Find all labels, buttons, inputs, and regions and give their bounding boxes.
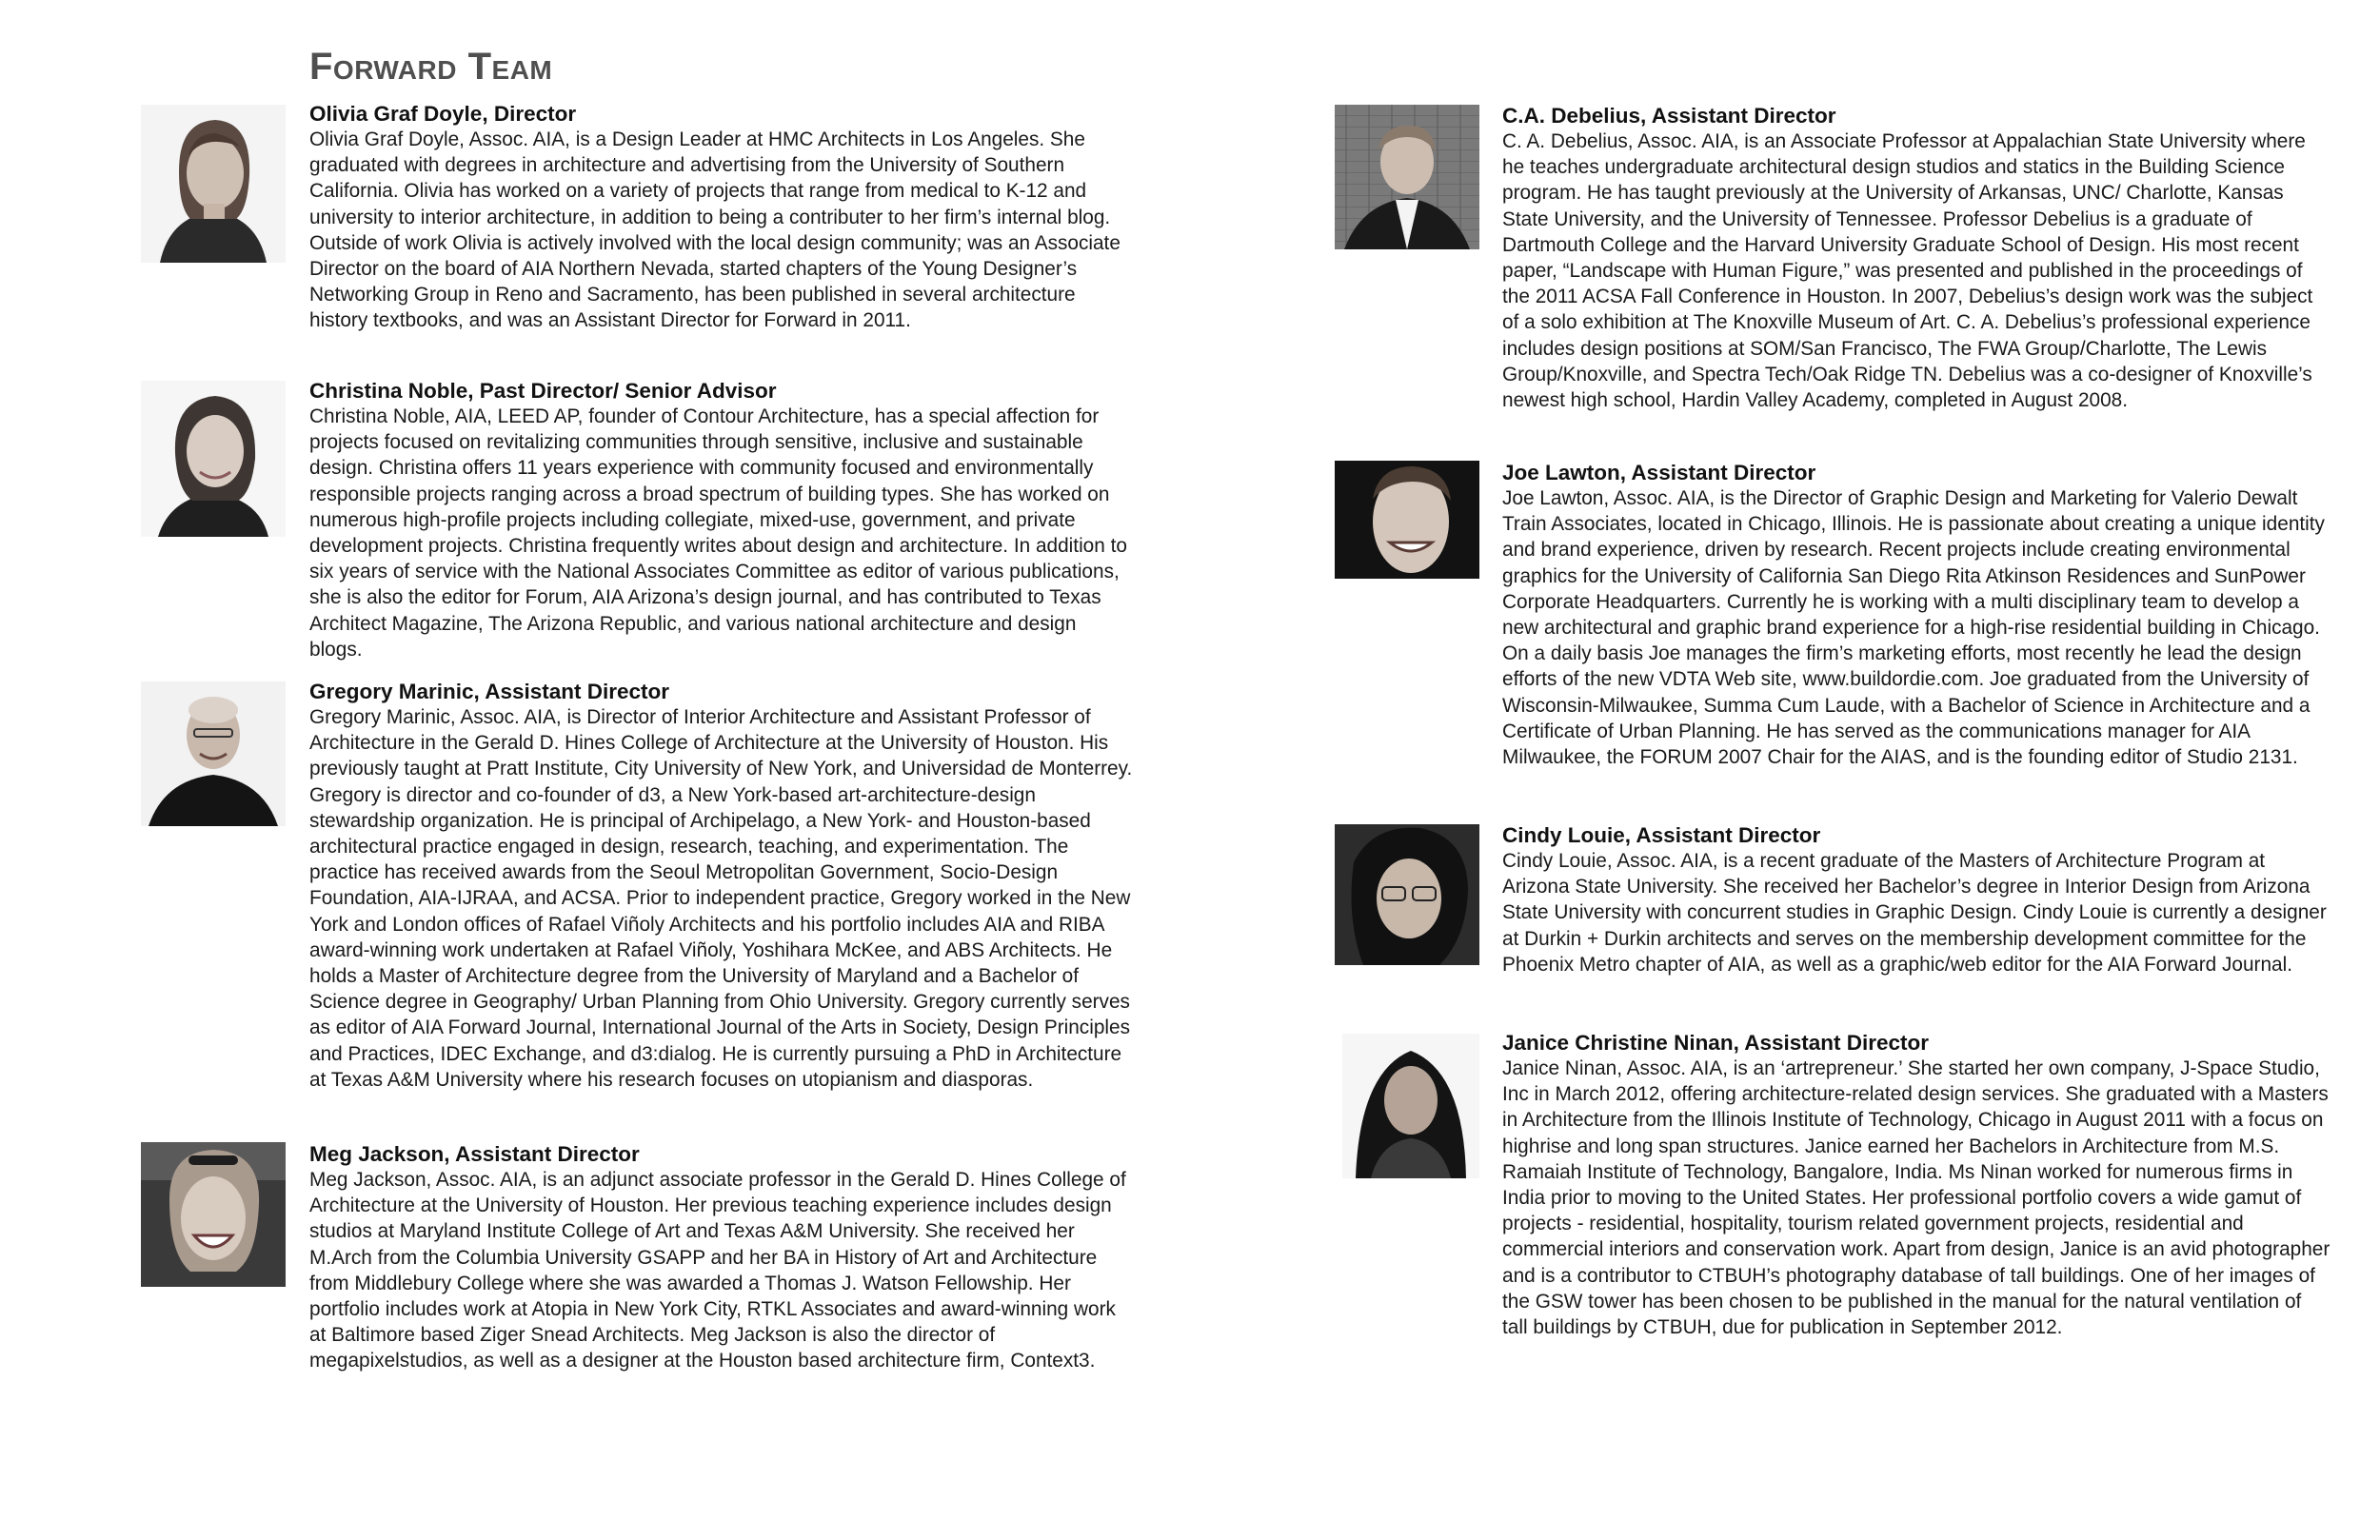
portrait-photo-debelius [1335, 105, 1479, 249]
portrait-photo-cindy [1335, 824, 1479, 965]
member-name-title: Christina Noble, Past Director/ Senior Advisor [309, 379, 777, 403]
member-debelius [1502, 103, 2330, 413]
member-name-title: Janice Christine Ninan, Assistant Director [1502, 1031, 1930, 1055]
portrait-photo-christina [141, 381, 286, 537]
portrait-photo-joe [1335, 461, 1479, 579]
member-name-title: Gregory Marinic, Assistant Director [309, 680, 670, 703]
member-bio: Christina Noble, AIA, LEED AP, founder of Contour Architecture, has a special affection for projects focused on revitalizing communities through sensitive, inclusive and sustainable design. Christina offers 11 years experience with community focused and environmentally responsible projects ranging across a broad spectrum of building types. She has worked on numerous high-profile projects including collegiate, mixed-use, government, and private development projects. Christina frequently writes about design and architecture. In addition to six years of service with the National Associates Committee as editor of various publications, she is also the editor for Forum, AIA Arizona’s design journal, and has contributed to Texas Architect Magazine, The Arizona Republic, and various national architecture and design blogs. [309, 405, 1127, 661]
member-joe [1502, 460, 2330, 770]
member-bio: Gregory Marinic, Assoc. AIA, is Director of Interior Architecture and Assistant Professor of Architecture in the Gerald D. Hines College of Architecture at the University of Houston. His previously taught at Pratt Institute, City University of New York, and Universidad de Monterrey. Gregory is director and co-founder of d3, a New York-based art-architecture-design stewardship organization. He is principal of Archipelago, a New York- and Houston-based architectural practice engaged in design, research, teaching, and experimentation. The practice has received awards from the Seoul Metropolitan Government, Socio-Design Foundation, AIA-IJRAA, and ACSA. Prior to independent practice, Gregory worked in the New York and London offices of Rafael Viñoly Architects and his portfolio includes AIA and RIBA award-winning work undertaken at Rafael Viñoly, Yoshihara McKee, and ABS Architects. He holds a Master of Architecture degree from the University of Maryland and a Bachelor of Science degree in Geography/ Urban Planning from Ohio University. Gregory currently serves as editor of AIA Forward Journal, International Journal of the Arts in Society, Design Principles and Practices, IDEC Exchange, and d3:dialog. He is currently pursuing a PhD in Architecture at Texas A&M University where his research focuses on utopianism and diasporas. [309, 706, 1133, 1091]
member-christina [309, 378, 1128, 662]
member-meg [309, 1141, 1128, 1374]
portrait-photo-gregory [141, 681, 286, 826]
portrait-photo-olivia [141, 105, 286, 263]
member-bio: C. A. Debelius, Assoc. AIA, is an Associate Professor at Appalachian State University where he teaches undergraduate architectural design studios and statics in the Building Science program. He has taught previously at the University of Arkansas, UNC/ Charlotte, Kansas State University, and the University of Tennessee. Professor Debelius is a graduate of Dartmouth College and the Harvard University Graduate School of Design. His most recent paper, “Landscape with Human Figure,” was presented and published in the proceedings of the 2011 ACSA Fall Conference in Houston. In 2007, Debelius’s design work was the subject of a solo exhibition at The Knoxville Museum of Art. C. A. Debelius’s professional experience includes design positions at SOM/San Francisco, The FWA Group/Charlotte, The Lewis Group/Knoxville, and Spectra Tech/Oak Ridge TN. Debelius was a co-designer of Knoxville’s newest high school, Hardin Valley Academy, completed in August 2008. [1502, 130, 2313, 412]
member-janice [1502, 1030, 2330, 1340]
member-bio: Janice Ninan, Assoc. AIA, is an ‘artrepreneur.’ She started her own company, J-Space Studio, Inc in March 2012, offering architecture-related design services. She graduated with a Masters in Architecture from the Illinois Institute of Technology, Chicago in August 2011 with a focus on highrise and long span structures. Janice earned her Bachelors in Architecture from M.S. Ramaiah Institute of Technology, Bangalore, India. Ms Ninan worked for numerous firms in India prior to moving to the United States. Her professional portfolio covers a wide gamut of projects - residential, hospitality, tourism related government projects, residential and commercial interiors and conservation work. Apart from design, Janice is an avid photographer and is a contributor to CTBUH’s photography database of tall buildings. One of her images of the GSW tower has been chosen to be published in the manual for the natural ventilation of tall buildings by CTBUH, due for publication in September 2012. [1502, 1057, 2330, 1339]
member-olivia [309, 101, 1128, 334]
member-bio: Meg Jackson, Assoc. AIA, is an adjunct associate professor in the Gerald D. Hines College of Architecture at the University of Houston. Her previous teaching experience includes design studios at Maryland Institute College of Art and Texas A&M University. She received her M.Arch from the Columbia University GSAPP and her BA in History of Art and Architecture from Middlebury College where she was awarded a Thomas J. Watson Fellowship. Her portfolio includes work at Atopia in New York City, RTKL Associates and award-winning work at Baltimore based Ziger Snead Architects. Meg Jackson is also the director of megapixelstudios, as well as a designer at the Houston based architecture firm, Context3. [309, 1169, 1126, 1372]
member-name-title: Joe Lawton, Assistant Director [1502, 461, 1816, 484]
member-name-title: Meg Jackson, Assistant Director [309, 1142, 640, 1166]
member-cindy [1502, 822, 2330, 977]
page-title: Forward Team [309, 46, 553, 88]
member-bio: Olivia Graf Doyle, Assoc. AIA, is a Design Leader at HMC Architects in Los Angeles. She graduated with degrees in architecture and advertising from the University of Southern California. Olivia has worked on a variety of projects that range from medical to K-12 and university to interior architecture, in addition to being a contributer to her firm’s internal blog. Outside of work Olivia is actively involved with the local design community; was an Associate Director on the board of AIA Northern Nevada, started chapters of the Young Designer’s Networking Group in Reno and Sacramento, has been published in several architecture history textbooks, and was an Assistant Director for Forward in 2011. [309, 128, 1121, 332]
member-name-title: Cindy Louie, Assistant Director [1502, 823, 1821, 847]
member-bio: Cindy Louie, Assoc. AIA, is a recent graduate of the Masters of Architecture Program at Arizona State University. She received her Bachelor’s degree in Interior Design from Arizona State University with concurrent studies in Graphic Design. Cindy Louie is currently a designer at Durkin + Durkin architects and serves on the membership development committee for the Phoenix Metro chapter of AIA, as well as a graphic/web editor for the AIA Forward Journal. [1502, 850, 2327, 976]
member-name-title: Olivia Graf Doyle, Director [309, 102, 577, 126]
member-gregory [309, 679, 1138, 1093]
member-bio: Joe Lawton, Assoc. AIA, is the Director of Graphic Design and Marketing for Valerio Dewalt Train Associates, located in Chicago, Illinois. He is passionate about creating a unique identity and brand experience, driven by research. Recent projects include creating environmental graphics for the University of California San Diego Rita Atkinson Residences and SunPower Corporate Headquarters. Currently he is working with a multi disciplinary team to develop a new architectural and graphic brand experience for a high-rise residential building in Chicago. On a daily basis Joe manages the firm’s marketing efforts, most recently he lead the design efforts of the new VDTA Web site, www.buildordie.com. Joe graduated from the University of Wisconsin-Milwaukee, Summa Cum Laude, with a Bachelor of Science in Architecture and a Certificate of Urban Planning. He has served as the communications manager for AIA Milwaukee, the FORUM 2007 Chair for the AIAS, and is the founding editor of Studio 2131. [1502, 487, 2325, 769]
portrait-photo-meg [141, 1142, 286, 1287]
member-name-title: C.A. Debelius, Assistant Director [1502, 104, 1836, 128]
portrait-photo-janice [1342, 1034, 1479, 1178]
